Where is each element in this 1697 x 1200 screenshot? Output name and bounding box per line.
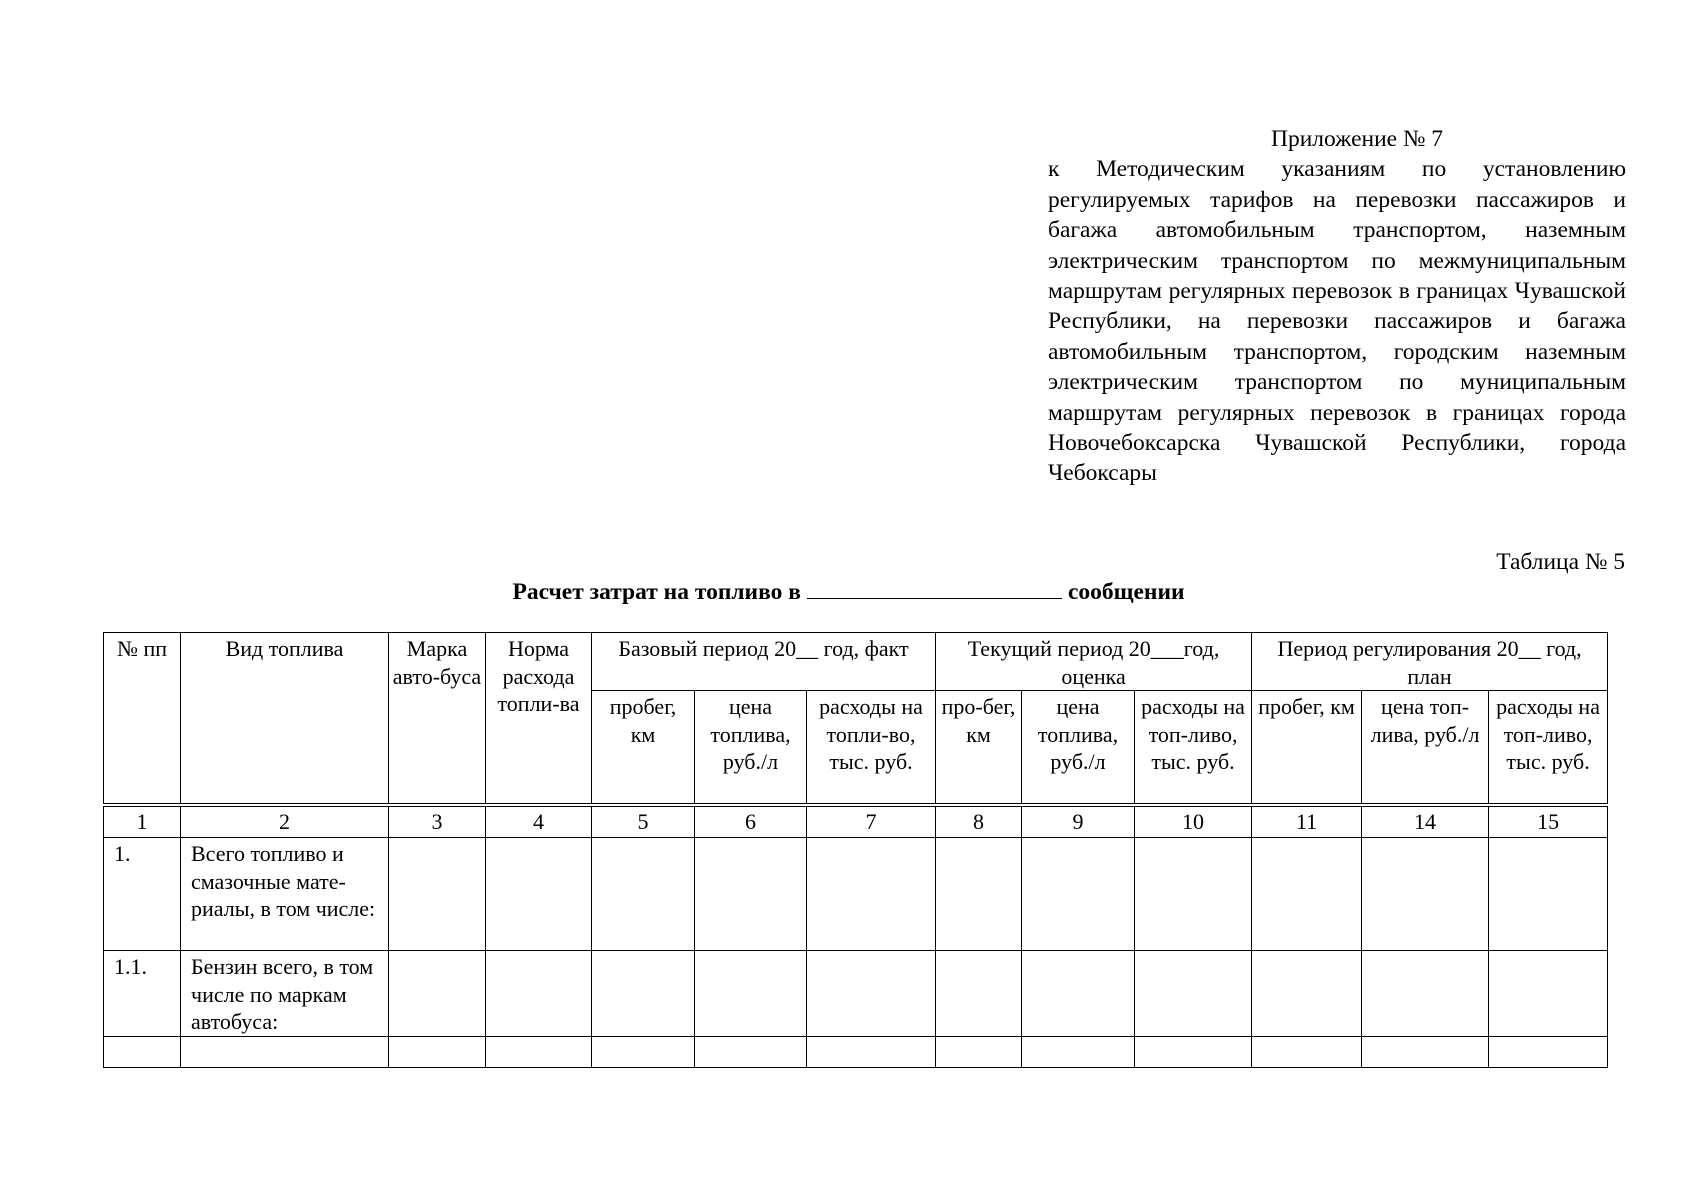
table-number: Таблица № 5 bbox=[1496, 549, 1625, 575]
column-number: 4 bbox=[486, 805, 592, 838]
table-cell bbox=[1135, 838, 1252, 951]
fuel-cost-table bbox=[103, 632, 1608, 1068]
table-cell bbox=[1252, 951, 1362, 1037]
table-row bbox=[104, 1037, 1608, 1068]
table-cell bbox=[1362, 1037, 1489, 1068]
table-cell bbox=[1135, 951, 1252, 1037]
table-cell bbox=[389, 838, 486, 951]
table-cell bbox=[1022, 838, 1135, 951]
header-row-1 bbox=[104, 633, 1608, 691]
header-regulation-period: Период регулирования 20__ год, план bbox=[1252, 633, 1608, 691]
column-number: 15 bbox=[1489, 805, 1608, 838]
header-num: № пп bbox=[104, 633, 181, 806]
table-cell bbox=[695, 838, 807, 951]
table-cell bbox=[807, 1037, 936, 1068]
column-number: 7 bbox=[807, 805, 936, 838]
appendix-block bbox=[1048, 124, 1626, 489]
table-cell bbox=[807, 838, 936, 951]
header-fuel-type: Вид топлива bbox=[181, 633, 389, 806]
header-fuel-norm: Норма расхода топли-ва bbox=[486, 633, 592, 806]
row-fuel-name: Всего топливо и смазочные мате-риалы, в том числе: bbox=[181, 838, 389, 951]
table-cell bbox=[389, 1037, 486, 1068]
table-cell bbox=[936, 951, 1022, 1037]
column-number: 1 bbox=[104, 805, 181, 838]
table-cell bbox=[1252, 838, 1362, 951]
header-current-period: Текущий период 20___год, оценка bbox=[936, 633, 1252, 691]
appendix-text: к Методическим указаниям по установлению регулируемых тарифов на перевозки пассажиров и багажа автомобильным транспортом, наземным электрическим транспортом по межмуниципальным маршрутам регулярных перевозок в границах Чувашской Республики, на перевозки пассажиров и багажа автомобильным транспортом, городским наземным электрическим транспортом по муниципальным маршрутам регулярных перевозок в границах города Новочебоксарска Чувашской Республики, города Чебоксары bbox=[1048, 156, 1626, 487]
table-cell bbox=[486, 838, 592, 951]
heading-text-after: сообщении bbox=[1067, 579, 1185, 605]
table-cell bbox=[695, 1037, 807, 1068]
column-number: 9 bbox=[1022, 805, 1135, 838]
header-current-costs: расходы на топ-ливо, тыс. руб. bbox=[1135, 691, 1252, 806]
table-cell bbox=[1362, 951, 1489, 1037]
column-number: 8 bbox=[936, 805, 1022, 838]
table-cell bbox=[1252, 1037, 1362, 1068]
column-number-row bbox=[104, 805, 1608, 838]
table-row bbox=[104, 951, 1608, 1037]
header-base-period: Базовый период 20__ год, факт bbox=[592, 633, 936, 691]
table-cell bbox=[486, 1037, 592, 1068]
table-cell bbox=[389, 951, 486, 1037]
header-plan-mileage: пробег, км bbox=[1252, 691, 1362, 806]
table-cell bbox=[1362, 838, 1489, 951]
table-cell bbox=[1022, 951, 1135, 1037]
table-cell bbox=[486, 951, 592, 1037]
row-number bbox=[104, 1037, 181, 1068]
column-number: 11 bbox=[1252, 805, 1362, 838]
table-row bbox=[104, 838, 1608, 951]
heading-blank-field bbox=[807, 576, 1062, 599]
header-current-mileage: про-бег, км bbox=[936, 691, 1022, 806]
header-plan-price: цена топ-лива, руб./л bbox=[1362, 691, 1489, 806]
table-cell bbox=[1489, 838, 1608, 951]
header-base-mileage: пробег, км bbox=[592, 691, 695, 806]
row-number: 1. bbox=[104, 838, 181, 951]
table-cell bbox=[936, 1037, 1022, 1068]
appendix-title: Приложение № 7 bbox=[1270, 126, 1444, 152]
column-number: 5 bbox=[592, 805, 695, 838]
row-number: 1.1. bbox=[104, 951, 181, 1037]
table-cell bbox=[1135, 1037, 1252, 1068]
row-fuel-name: Бензин всего, в том числе по маркам автобуса: bbox=[181, 951, 389, 1037]
header-plan-costs: расходы на топ-ливо, тыс. руб. bbox=[1489, 691, 1608, 806]
column-number: 2 bbox=[181, 805, 389, 838]
header-base-price: цена топлива, руб./л bbox=[695, 691, 807, 806]
document-heading bbox=[0, 576, 1697, 607]
table-cell bbox=[936, 838, 1022, 951]
table-cell bbox=[807, 951, 936, 1037]
column-number: 6 bbox=[695, 805, 807, 838]
table-cell bbox=[1022, 1037, 1135, 1068]
header-current-price: цена топлива, руб./л bbox=[1022, 691, 1135, 806]
header-bus-brand: Марка авто-буса bbox=[389, 633, 486, 806]
row-fuel-name bbox=[181, 1037, 389, 1068]
table-cell bbox=[592, 1037, 695, 1068]
column-number: 10 bbox=[1135, 805, 1252, 838]
heading-text-before: Расчет затрат на топливо в bbox=[512, 579, 801, 605]
table-cell bbox=[1489, 951, 1608, 1037]
column-number: 14 bbox=[1362, 805, 1489, 838]
table-cell bbox=[695, 951, 807, 1037]
column-number: 3 bbox=[389, 805, 486, 838]
table-cell bbox=[1489, 1037, 1608, 1068]
table-cell bbox=[592, 951, 695, 1037]
header-base-costs: расходы на топли-во, тыс. руб. bbox=[807, 691, 936, 806]
table-cell bbox=[592, 838, 695, 951]
